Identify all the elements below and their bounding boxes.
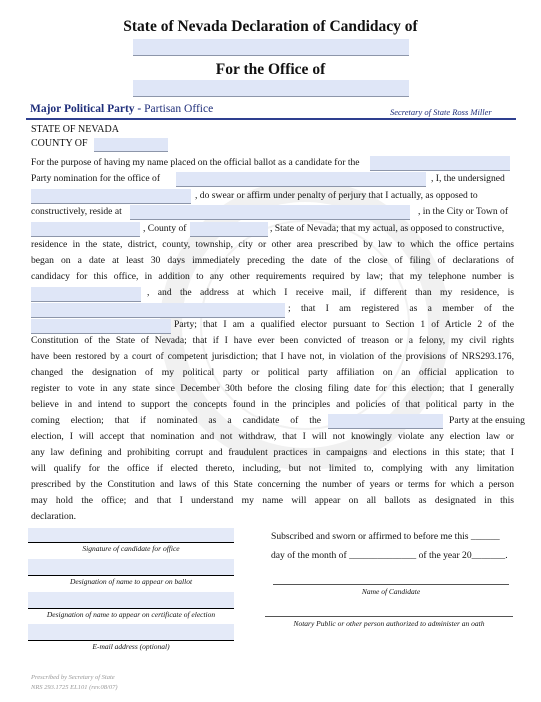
venue-state: STATE OF NEVADA (31, 124, 119, 135)
candidate-name-line (273, 584, 509, 585)
body-line-22: may hold the office; and that I understand my name will appear on all ballots as designated in this (31, 495, 514, 506)
office-heading: For the Office of (215, 61, 326, 78)
candidate-signature-caption: Signature of candidate for office (82, 544, 180, 553)
body-line-12: Constitution of the State of Nevada; that if I have ever been convicted of treason or a felony, my civil rights (31, 335, 514, 346)
body-line-19: any law defining and prohibiting corrupt and fraudulent practices in campaigns and elections in this state; that I (31, 447, 514, 458)
office-name-field[interactable] (133, 80, 409, 97)
body-line-21: prescribed by the Constitution and laws of this State concerning the number of years or terms for which a person (31, 479, 514, 490)
telephone-field[interactable] (31, 287, 141, 302)
ballot-name-line (28, 575, 234, 576)
body-line-1: For the purpose of having my name placed on the official ballot as a candidate for the (31, 157, 360, 168)
body-line-20: will qualify for the office if elected thereto, including, but not limited to, complying with any limitation (31, 463, 514, 474)
body-line-3: , do swear or affirm under penalty of perjury that I actually, as opposed to (195, 190, 478, 201)
candidate-name-caption: Name of Candidate (361, 587, 421, 596)
certificate-name-line (28, 608, 234, 609)
nominating-party-field[interactable] (328, 414, 443, 429)
body-line-5b: , State of Nevada; that my actual, as opposed to constructive, (270, 223, 505, 234)
body-line-16: believe in and intend to support the concepts found in the principles and policies of that political party in the (31, 399, 514, 410)
notary-line (265, 616, 513, 617)
candidate-name-field[interactable] (133, 39, 409, 56)
venue-county: COUNTY OF (31, 138, 88, 149)
body-line-10: ; that I am registered as a member of the (288, 303, 514, 314)
body-line-17a: coming election; that if nominated as a candidate of the (31, 415, 321, 426)
registered-party-field[interactable] (31, 319, 171, 334)
secretary-of-state: Secretary of State Ross Miller (390, 107, 492, 117)
body-line-15: register to vote in any state since December 30th before the closing filing date for this election; that I generally (31, 383, 514, 394)
email-line (28, 640, 234, 641)
document-title: State of Nevada Declaration of Candidacy of (123, 18, 418, 35)
body-line-7: began on a date at least 30 days immediately preceding the date of the close of filing of declarations of (31, 255, 514, 266)
certificate-name-caption: Designation of name to appear on certificate of election (46, 610, 216, 619)
city-town-field[interactable] (31, 222, 140, 237)
body-line-17b: Party at the ensuing (449, 415, 525, 426)
mailing-address-field[interactable] (31, 303, 285, 318)
body-line-6: residence in the state, district, county, township, city or other area prescribed by law to which the office pertains (31, 239, 514, 250)
email-field[interactable] (28, 624, 234, 640)
party-label: Major Political Party - Partisan Office (30, 103, 214, 115)
body-line-5a: , County of (143, 223, 187, 234)
venue-county-field[interactable] (94, 138, 168, 152)
ballot-name-field[interactable] (28, 559, 234, 575)
day-of-month-statement: day of the month of ______________ of the year 20_______. (271, 550, 508, 561)
email-caption: E-mail address (optional) (92, 642, 170, 651)
body-line-2b: , I, the undersigned (431, 173, 505, 184)
body-line-4b: , in the City or Town of (418, 206, 509, 217)
footer-prescribed: Prescribed by Secretary of State (31, 674, 115, 681)
footer-form-number: NRS 293.1725 EL101 (rev.08/07) (31, 684, 118, 691)
body-line-2a: Party nomination for the office of (31, 173, 161, 184)
ballot-name-caption: Designation of name to appear on ballot (69, 577, 193, 586)
certificate-name-field[interactable] (28, 592, 234, 608)
body-line-14: changed the designation of my political party or political party affiliation on an official application to (31, 367, 514, 378)
body-line-11: Party; that I am a qualified elector pursuant to Section 1 of Article 2 of the (174, 319, 514, 330)
county-field[interactable] (190, 222, 268, 237)
undersigned-name-field[interactable] (31, 189, 191, 204)
notary-caption: Notary Public or other person authorized to administer an oath (293, 619, 485, 628)
body-line-23: declaration. (31, 511, 77, 522)
body-line-13: have been restored by a court of competent jurisdiction; that I have not, in violation of the provisions of NRS293.176, (31, 351, 514, 362)
candidate-signature-line (28, 542, 234, 543)
residence-address-field[interactable] (130, 205, 410, 220)
body-line-4a: constructively, reside at (31, 206, 122, 217)
body-line-8: candidacy for this office, in addition to any other requirements required by law; that my telephone number is (31, 271, 514, 282)
candidate-signature-field[interactable] (28, 528, 234, 542)
body-line-9: , and the address at which I receive mail, if different than my residence, is (147, 287, 514, 298)
subscribed-statement: Subscribed and sworn or affirmed to before me this ______ (271, 531, 500, 542)
office-of-field[interactable] (176, 172, 426, 187)
header-rule (26, 118, 516, 120)
body-line-18: election, I will accept that nomination and not withdraw, that I will not knowingly violate any election law or (31, 431, 514, 442)
party-nomination-field[interactable] (370, 156, 510, 171)
